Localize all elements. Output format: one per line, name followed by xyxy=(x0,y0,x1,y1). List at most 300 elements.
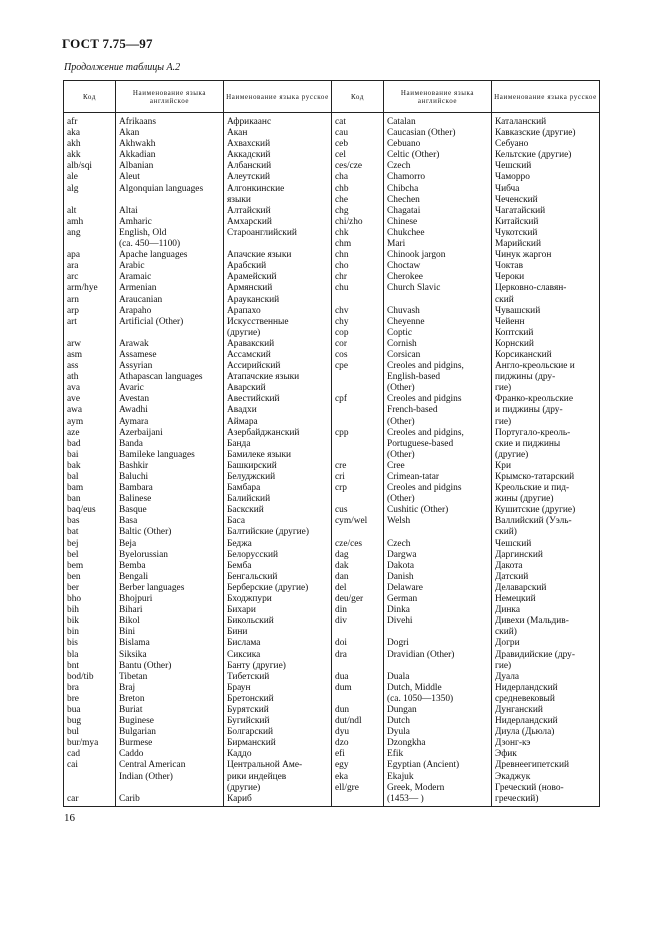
cell-code-right: chu xyxy=(332,283,384,294)
cell-russian-right: Марийский xyxy=(492,239,600,250)
cell-russian-left: Аравакский xyxy=(224,339,332,350)
table-row xyxy=(64,760,600,771)
table-row xyxy=(64,339,600,350)
cell-code-right xyxy=(332,661,384,672)
table-continuation-caption: Продолжение таблицы А.2 xyxy=(64,62,181,73)
cell-english-right: Chinese xyxy=(384,217,492,228)
cell-russian-right: средневековый xyxy=(492,694,600,705)
table-row xyxy=(64,483,600,494)
cell-russian-right: Чагатайский xyxy=(492,206,600,217)
table-row xyxy=(64,428,600,439)
cell-code-left: bre xyxy=(64,694,116,705)
cell-russian-left: Алтайский xyxy=(224,206,332,217)
cell-russian-left: Кариб xyxy=(224,794,332,807)
cell-english-right: Cherokee xyxy=(384,272,492,283)
cell-code-right: chi/zho xyxy=(332,217,384,228)
cell-english-left: Bantu (Other) xyxy=(116,661,224,672)
cell-code-left: ath xyxy=(64,372,116,383)
table-row xyxy=(64,727,600,738)
cell-english-left: Banda xyxy=(116,439,224,450)
cell-code-left: ara xyxy=(64,261,116,272)
cell-russian-right: Чоктав xyxy=(492,261,600,272)
cell-english-left: Altai xyxy=(116,206,224,217)
cell-english-right: Coptic xyxy=(384,328,492,339)
cell-code-right: cel xyxy=(332,150,384,161)
cell-russian-left: Аварский xyxy=(224,383,332,394)
cell-english-right: Crimean-tatar xyxy=(384,472,492,483)
cell-english-right: Corsican xyxy=(384,350,492,361)
cell-russian-right: гие) xyxy=(492,383,600,394)
cell-english-left: Algonquian languages xyxy=(116,184,224,195)
cell-english-right: English-based xyxy=(384,372,492,383)
cell-russian-left: Бихари xyxy=(224,605,332,616)
cell-english-left: Afrikaans xyxy=(116,113,224,129)
cell-code-left: aze xyxy=(64,428,116,439)
table-row xyxy=(64,394,600,405)
cell-russian-right: ские и пиджины xyxy=(492,439,600,450)
cell-english-left: Byelorussian xyxy=(116,550,224,561)
cell-code-right: dut/ndl xyxy=(332,716,384,727)
cell-code-right: cop xyxy=(332,328,384,339)
cell-code-right: chv xyxy=(332,306,384,317)
cell-english-left: Basa xyxy=(116,516,224,527)
cell-code-left: aka xyxy=(64,128,116,139)
col-header-russian-right: Наименование языка русское xyxy=(492,81,600,113)
page-number: 16 xyxy=(64,812,75,824)
cell-russian-left: Бугийский xyxy=(224,716,332,727)
cell-russian-left: Акан xyxy=(224,128,332,139)
cell-code-left: bad xyxy=(64,439,116,450)
cell-russian-left: Авестийский xyxy=(224,394,332,405)
cell-russian-left: Болгарский xyxy=(224,727,332,738)
cell-russian-right: Валлийский (Уэль- xyxy=(492,516,600,527)
cell-english-left: Basque xyxy=(116,505,224,516)
table-row xyxy=(64,128,600,139)
cell-russian-left: Бикольский xyxy=(224,616,332,627)
cell-english-right: (ca. 1050—1350) xyxy=(384,694,492,705)
cell-code-right: doi xyxy=(332,638,384,649)
cell-code-right: egy xyxy=(332,760,384,771)
cell-english-right: Dogri xyxy=(384,638,492,649)
cell-english-left: Caddo xyxy=(116,749,224,760)
cell-english-left: Arawak xyxy=(116,339,224,350)
cell-russian-right: Чеченский xyxy=(492,195,600,206)
cell-russian-left: языки xyxy=(224,195,332,206)
cell-code-right: chk xyxy=(332,228,384,239)
cell-english-right: Cheyenne xyxy=(384,317,492,328)
cell-russian-right: Коптский xyxy=(492,328,600,339)
table-row xyxy=(64,184,600,195)
cell-russian-right: пиджины (дру- xyxy=(492,372,600,383)
cell-english-right: Dinka xyxy=(384,605,492,616)
cell-english-right xyxy=(384,527,492,538)
cell-code-right: cym/wel xyxy=(332,516,384,527)
cell-code-right: cho xyxy=(332,261,384,272)
table-row xyxy=(64,206,600,217)
table-row xyxy=(64,627,600,638)
cell-code-left: arm/hye xyxy=(64,283,116,294)
cell-code-left: ave xyxy=(64,394,116,405)
cell-russian-left: Беджа xyxy=(224,539,332,550)
cell-english-left: Bemba xyxy=(116,561,224,572)
cell-russian-right: Кушитские (другие) xyxy=(492,505,600,516)
table-row xyxy=(64,661,600,672)
cell-english-right xyxy=(384,627,492,638)
cell-russian-right: Чейенн xyxy=(492,317,600,328)
cell-code-left: bul xyxy=(64,727,116,738)
cell-code-right: chn xyxy=(332,250,384,261)
cell-english-right: Delaware xyxy=(384,583,492,594)
cell-code-right: dan xyxy=(332,572,384,583)
table-row xyxy=(64,461,600,472)
table-row xyxy=(64,683,600,694)
cell-russian-right: жины (другие) xyxy=(492,494,600,505)
cell-russian-right: Каталанский xyxy=(492,113,600,129)
cell-english-right: Chinook jargon xyxy=(384,250,492,261)
cell-english-right: Dungan xyxy=(384,705,492,716)
cell-english-left: Artificial (Other) xyxy=(116,317,224,328)
cell-code-left: bur/mya xyxy=(64,738,116,749)
cell-english-left xyxy=(116,328,224,339)
cell-code-left: apa xyxy=(64,250,116,261)
table-row xyxy=(64,738,600,749)
cell-russian-right: Дакота xyxy=(492,561,600,572)
cell-code-right xyxy=(332,405,384,416)
cell-russian-left: Апачские языки xyxy=(224,250,332,261)
cell-russian-left: рики индейцев xyxy=(224,772,332,783)
col-header-code-left: Код xyxy=(64,81,116,113)
cell-russian-right: ский) xyxy=(492,527,600,538)
table-row xyxy=(64,350,600,361)
cell-russian-left: Алеутский xyxy=(224,172,332,183)
cell-english-left: Amharic xyxy=(116,217,224,228)
cell-code-right xyxy=(332,794,384,807)
cell-english-right: Dyula xyxy=(384,727,492,738)
table-row xyxy=(64,794,600,807)
cell-english-right: (Other) xyxy=(384,417,492,428)
cell-code-left: art xyxy=(64,317,116,328)
cell-english-left: Indian (Other) xyxy=(116,772,224,783)
table-row xyxy=(64,250,600,261)
table-row xyxy=(64,783,600,794)
table-row xyxy=(64,306,600,317)
cell-english-left: Breton xyxy=(116,694,224,705)
cell-english-right: Caucasian (Other) xyxy=(384,128,492,139)
cell-english-left: Bihari xyxy=(116,605,224,616)
cell-english-left: Akan xyxy=(116,128,224,139)
cell-english-left xyxy=(116,783,224,794)
table-row xyxy=(64,317,600,328)
cell-english-right: Dutch, Middle xyxy=(384,683,492,694)
table-row xyxy=(64,494,600,505)
cell-english-right: Divehi xyxy=(384,616,492,627)
cell-code-left xyxy=(64,783,116,794)
cell-english-left: Aramaic xyxy=(116,272,224,283)
table-row xyxy=(64,749,600,760)
cell-english-right: Czech xyxy=(384,161,492,172)
cell-code-left: bra xyxy=(64,683,116,694)
cell-code-right: dyu xyxy=(332,727,384,738)
cell-russian-left: Тибетский xyxy=(224,672,332,683)
cell-code-right: chg xyxy=(332,206,384,217)
cell-code-left: bam xyxy=(64,483,116,494)
cell-russian-right: Даргинский xyxy=(492,550,600,561)
col-header-english-right: Наименование языка английское xyxy=(384,81,492,113)
cell-code-right xyxy=(332,494,384,505)
cell-russian-right: Англо-креольские и xyxy=(492,361,600,372)
table-row xyxy=(64,328,600,339)
cell-code-left: ban xyxy=(64,494,116,505)
cell-russian-right: Древнеегипетский xyxy=(492,760,600,771)
cell-russian-right: Чероки xyxy=(492,272,600,283)
cell-english-right: Mari xyxy=(384,239,492,250)
table-row xyxy=(64,516,600,527)
cell-english-left: Siksika xyxy=(116,650,224,661)
cell-english-right: Portuguese-based xyxy=(384,439,492,450)
cell-russian-left: Армянский xyxy=(224,283,332,294)
cell-english-left: Athapascan languages xyxy=(116,372,224,383)
cell-english-left: Braj xyxy=(116,683,224,694)
cell-code-left xyxy=(64,239,116,250)
cell-russian-right: Чешский xyxy=(492,161,600,172)
table-row xyxy=(64,605,600,616)
cell-code-right xyxy=(332,383,384,394)
table-row xyxy=(64,283,600,294)
cell-code-right: div xyxy=(332,616,384,627)
cell-english-right: Celtic (Other) xyxy=(384,150,492,161)
cell-code-left: car xyxy=(64,794,116,807)
cell-english-left: Akkadian xyxy=(116,150,224,161)
cell-russian-left: Баскский xyxy=(224,505,332,516)
cell-english-right: Cushitic (Other) xyxy=(384,505,492,516)
cell-english-left: Berber languages xyxy=(116,583,224,594)
cell-russian-left: Бенгальский xyxy=(224,572,332,583)
table-row xyxy=(64,405,600,416)
cell-code-right: cau xyxy=(332,128,384,139)
cell-english-left: Bikol xyxy=(116,616,224,627)
language-codes-table xyxy=(63,80,600,807)
table-row xyxy=(64,239,600,250)
cell-russian-left: Бислама xyxy=(224,638,332,649)
cell-code-left: afr xyxy=(64,113,116,129)
cell-russian-right: Кавказские (другие) xyxy=(492,128,600,139)
cell-english-right: (Other) xyxy=(384,494,492,505)
cell-russian-left: Амхарский xyxy=(224,217,332,228)
cell-english-right: Dakota xyxy=(384,561,492,572)
cell-russian-right: Кельтские (другие) xyxy=(492,150,600,161)
cell-code-left: bug xyxy=(64,716,116,727)
cell-english-left: Bislama xyxy=(116,638,224,649)
cell-code-right: dra xyxy=(332,650,384,661)
cell-code-left: bak xyxy=(64,461,116,472)
cell-russian-right: Догри xyxy=(492,638,600,649)
cell-russian-left: Бамбара xyxy=(224,483,332,494)
cell-russian-right: гие) xyxy=(492,661,600,672)
table-row xyxy=(64,439,600,450)
cell-code-right: cpp xyxy=(332,428,384,439)
cell-russian-right: Корсиканский xyxy=(492,350,600,361)
cell-code-left: bej xyxy=(64,539,116,550)
cell-russian-right: Чаморро xyxy=(492,172,600,183)
cell-english-right: Creoles and pidgins xyxy=(384,394,492,405)
cell-russian-right: Чувашский xyxy=(492,306,600,317)
cell-english-right xyxy=(384,661,492,672)
cell-code-left: arw xyxy=(64,339,116,350)
table-row xyxy=(64,572,600,583)
cell-russian-left: Берберские (другие) xyxy=(224,583,332,594)
cell-code-right: ell/gre xyxy=(332,783,384,794)
cell-russian-right: ский xyxy=(492,295,600,306)
cell-russian-left: Белуджский xyxy=(224,472,332,483)
cell-code-right xyxy=(332,694,384,705)
cell-english-left: Baluchi xyxy=(116,472,224,483)
cell-code-right xyxy=(332,527,384,538)
cell-code-right: dua xyxy=(332,672,384,683)
cell-english-right: Dutch xyxy=(384,716,492,727)
cell-russian-left: Каддо xyxy=(224,749,332,760)
cell-russian-left: Бамилеке языки xyxy=(224,450,332,461)
cell-russian-right: Церковно-славян- xyxy=(492,283,600,294)
cell-english-right: Church Slavic xyxy=(384,283,492,294)
table-row xyxy=(64,472,600,483)
cell-russian-right: Эфик xyxy=(492,749,600,760)
cell-russian-left xyxy=(224,239,332,250)
cell-code-left: bat xyxy=(64,527,116,538)
cell-russian-right: Чибча xyxy=(492,184,600,195)
table-row xyxy=(64,161,600,172)
cell-english-left: Arapaho xyxy=(116,306,224,317)
table-body xyxy=(64,113,600,807)
cell-english-left: Buriat xyxy=(116,705,224,716)
cell-english-right: Cebuano xyxy=(384,139,492,150)
cell-english-right: Czech xyxy=(384,539,492,550)
cell-code-left: bik xyxy=(64,616,116,627)
cell-code-left: bem xyxy=(64,561,116,572)
col-header-russian-left: Наименование языка русское xyxy=(224,81,332,113)
cell-code-left: alb/sqi xyxy=(64,161,116,172)
cell-english-right: Cornish xyxy=(384,339,492,350)
cell-english-right: (Other) xyxy=(384,383,492,394)
cell-english-right: Efik xyxy=(384,749,492,760)
cell-code-left: ang xyxy=(64,228,116,239)
cell-english-left: (ca. 450—1100) xyxy=(116,239,224,250)
cell-code-left: bod/tib xyxy=(64,672,116,683)
cell-code-right: chb xyxy=(332,184,384,195)
cell-russian-right: Немецкий xyxy=(492,594,600,605)
cell-english-left: Buginese xyxy=(116,716,224,727)
cell-russian-left: Алгонкинские xyxy=(224,184,332,195)
cell-code-left: bla xyxy=(64,650,116,661)
cell-english-left: Bulgarian xyxy=(116,727,224,738)
cell-code-left: ber xyxy=(64,583,116,594)
cell-russian-right: гие) xyxy=(492,417,600,428)
cell-code-left: bnt xyxy=(64,661,116,672)
cell-code-left: alt xyxy=(64,206,116,217)
cell-english-right: Welsh xyxy=(384,516,492,527)
table-row xyxy=(64,372,600,383)
cell-code-left: akk xyxy=(64,150,116,161)
cell-russian-left: Искусственные xyxy=(224,317,332,328)
cell-english-right: Chagatai xyxy=(384,206,492,217)
cell-code-left: bho xyxy=(64,594,116,605)
table-row xyxy=(64,195,600,206)
cell-english-left xyxy=(116,195,224,206)
cell-code-left: bas xyxy=(64,516,116,527)
cell-english-right: Dravidian (Other) xyxy=(384,650,492,661)
cell-code-right: cha xyxy=(332,172,384,183)
cell-russian-left: Бретонский xyxy=(224,694,332,705)
table-row xyxy=(64,228,600,239)
table-row xyxy=(64,550,600,561)
table-row xyxy=(64,450,600,461)
cell-code-right: cpe xyxy=(332,361,384,372)
cell-english-right: Danish xyxy=(384,572,492,583)
cell-english-left: Carib xyxy=(116,794,224,807)
cell-code-right: che xyxy=(332,195,384,206)
cell-russian-right: Себуано xyxy=(492,139,600,150)
cell-english-left: Bambara xyxy=(116,483,224,494)
cell-english-left: Bengali xyxy=(116,572,224,583)
cell-code-right: crp xyxy=(332,483,384,494)
cell-code-left xyxy=(64,195,116,206)
cell-russian-right: (другие) xyxy=(492,450,600,461)
cell-english-left: Akhwakh xyxy=(116,139,224,150)
cell-english-left: Bini xyxy=(116,627,224,638)
cell-russian-left: Банда xyxy=(224,439,332,450)
table-row xyxy=(64,217,600,228)
cell-code-left: ava xyxy=(64,383,116,394)
table-row xyxy=(64,716,600,727)
cell-russian-left: Сиксика xyxy=(224,650,332,661)
cell-code-left: arp xyxy=(64,306,116,317)
cell-code-right: dzo xyxy=(332,738,384,749)
cell-russian-left: Арауканский xyxy=(224,295,332,306)
cell-english-left: Burmese xyxy=(116,738,224,749)
cell-russian-left: Баса xyxy=(224,516,332,527)
cell-code-right: cor xyxy=(332,339,384,350)
cell-english-right: Creoles and pidgins, xyxy=(384,361,492,372)
cell-russian-left: Балтийские (другие) xyxy=(224,527,332,538)
table-row xyxy=(64,694,600,705)
cell-code-right: deu/ger xyxy=(332,594,384,605)
cell-russian-right: Делаварский xyxy=(492,583,600,594)
cell-code-left: asm xyxy=(64,350,116,361)
cell-english-right: (1453— ) xyxy=(384,794,492,807)
cell-russian-left: Бирманский xyxy=(224,738,332,749)
table-row xyxy=(64,139,600,150)
cell-english-right: Catalan xyxy=(384,113,492,129)
cell-russian-left: Центральной Аме- xyxy=(224,760,332,771)
table-row xyxy=(64,150,600,161)
cell-russian-left: (другие) xyxy=(224,328,332,339)
cell-english-left: Albanian xyxy=(116,161,224,172)
cell-russian-left: (другие) xyxy=(224,783,332,794)
cell-russian-right: Крымско-татарский xyxy=(492,472,600,483)
cell-english-left: English, Old xyxy=(116,228,224,239)
cell-code-right xyxy=(332,295,384,306)
cell-english-left: Balinese xyxy=(116,494,224,505)
cell-russian-left: Бини xyxy=(224,627,332,638)
cell-code-left: awa xyxy=(64,405,116,416)
cell-english-right: German xyxy=(384,594,492,605)
cell-code-right: efi xyxy=(332,749,384,760)
cell-russian-right: Китайский xyxy=(492,217,600,228)
cell-code-left xyxy=(64,328,116,339)
cell-english-left: Apache languages xyxy=(116,250,224,261)
cell-russian-right: и пиджины (дру- xyxy=(492,405,600,416)
cell-russian-left: Ассирийский xyxy=(224,361,332,372)
cell-code-right: din xyxy=(332,605,384,616)
